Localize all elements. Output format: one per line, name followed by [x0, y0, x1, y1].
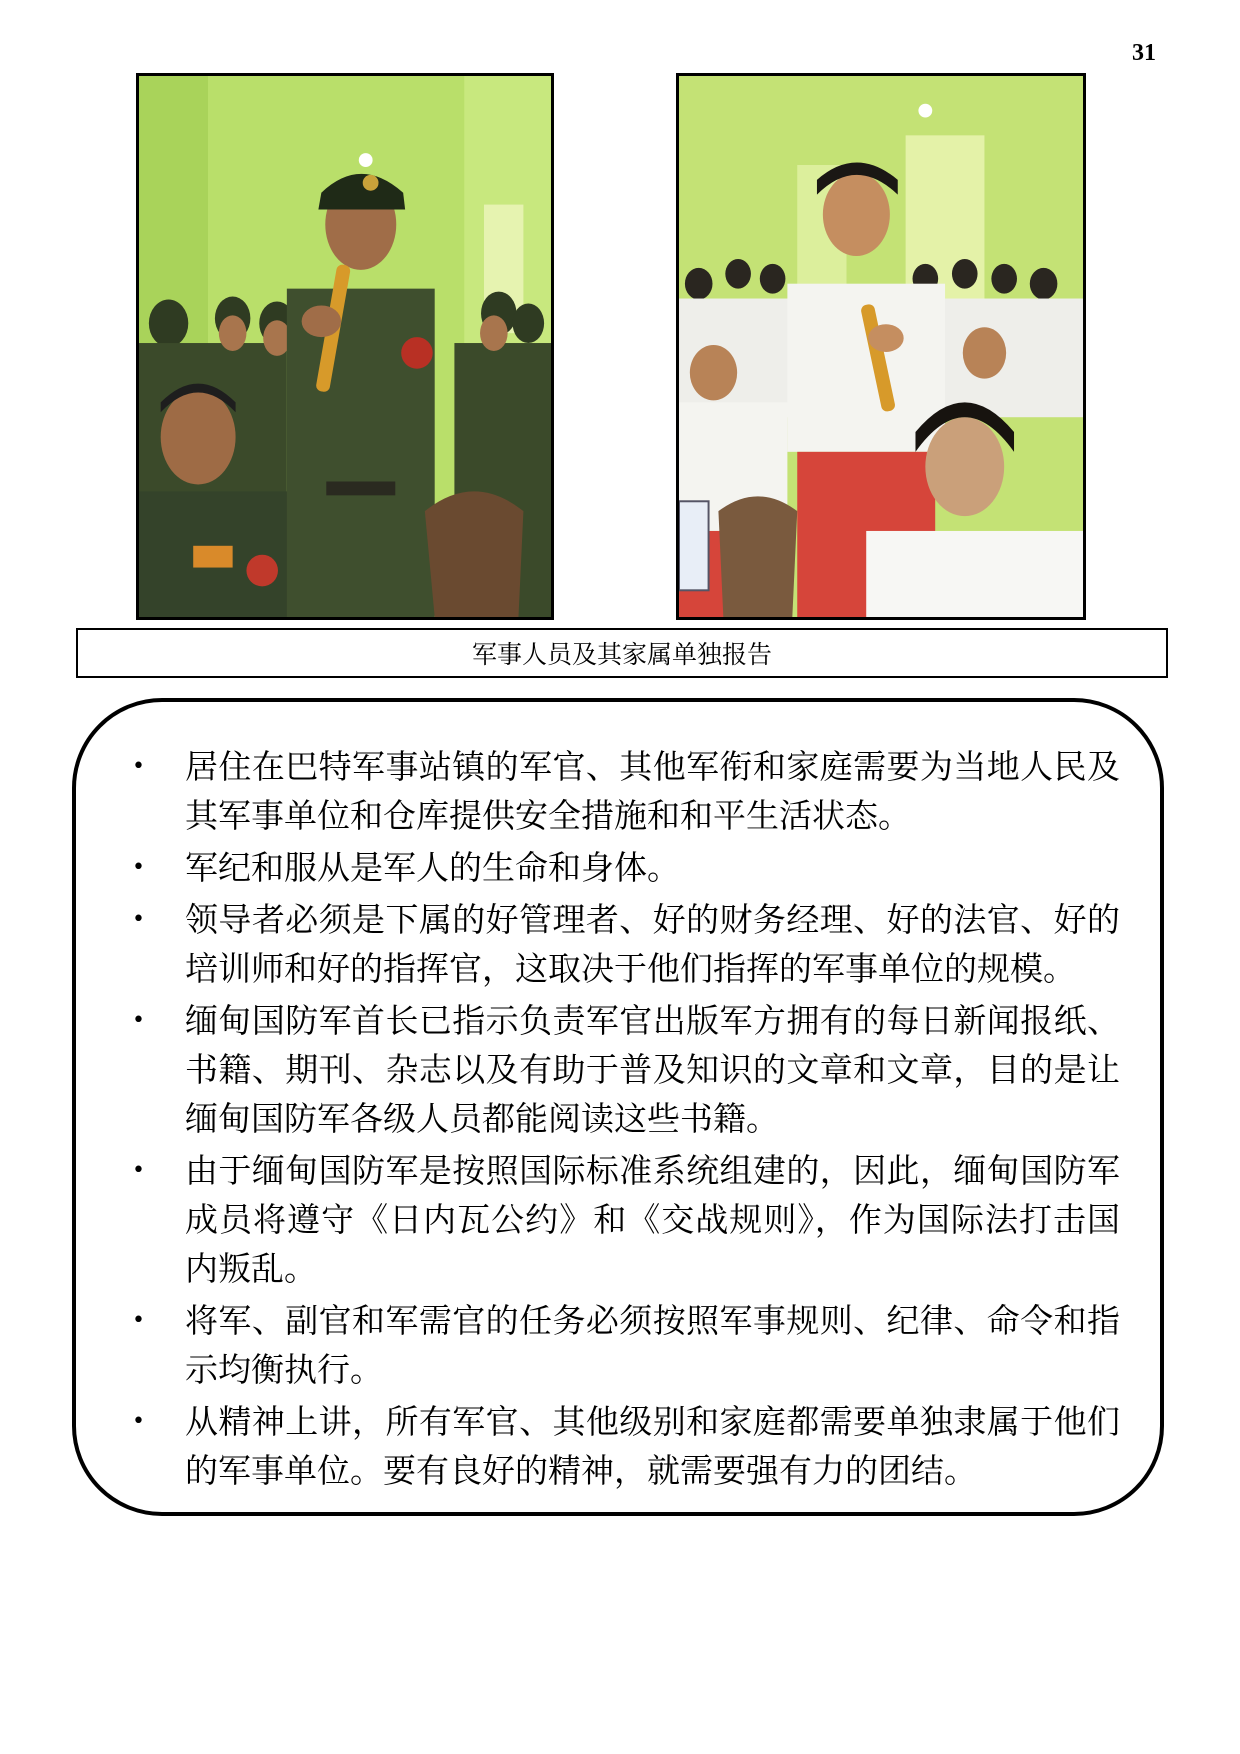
- bullet-text: 军纪和服从是军人的生命和身体。: [185, 848, 680, 887]
- bullet-item: [118, 1296, 1120, 1394]
- photo-caption: [76, 628, 1168, 678]
- bullet-list: [118, 742, 1120, 1495]
- bullet-item: [118, 742, 1120, 840]
- bullet-dot-icon: •: [132, 754, 145, 779]
- bullet-text: 由于缅甸国防军是按照国际标准系统组建的，因此，缅甸国防军成员将遵守《日内瓦公约》和《交战规则》，作为国际法打击国内叛乱。: [185, 1151, 1120, 1288]
- bullet-dot-icon: •: [132, 907, 145, 932]
- bullet-text: 领导者必须是下属的好管理者、好的财务经理、好的法官、好的培训师和好的指挥官，这取决于他们指挥的军事单位的规模。: [185, 900, 1120, 988]
- bullet-item: [118, 1397, 1120, 1495]
- page-number: 31: [1132, 40, 1156, 66]
- bullet-dot-icon: •: [132, 1308, 145, 1333]
- bullet-dot-icon: •: [132, 855, 145, 880]
- bullet-item: [118, 996, 1120, 1143]
- bullet-dot-icon: •: [132, 1158, 145, 1183]
- photo-soldier-speaking: [136, 73, 554, 620]
- bullet-text: 缅甸国防军首长已指示负责军官出版军方拥有的每日新闻报纸、书籍、期刊、杂志以及有助于普及知识的文章和文章，目的是让缅甸国防军各级人员都能阅读这些书籍。: [185, 1001, 1120, 1138]
- bullet-dot-icon: •: [132, 1409, 145, 1434]
- bullet-item: [118, 895, 1120, 993]
- photo-woman-speaking: [676, 73, 1086, 620]
- bullet-text: 从精神上讲，所有军官、其他级别和家庭都需要单独隶属于他们的军事单位。要有良好的精神，就需要强有力的团结。: [185, 1402, 1120, 1490]
- bullet-points-box: [72, 698, 1164, 1516]
- bullet-item: [118, 843, 1120, 892]
- bullet-item: [118, 1146, 1120, 1293]
- bullet-dot-icon: •: [132, 1008, 145, 1033]
- caption-text: 军事人员及其家属单独报告: [471, 640, 772, 669]
- bullet-text: 居住在巴特军事站镇的军官、其他军衔和家庭需要为当地人民及其军事单位和仓库提供安全措施和和平生活状态。: [185, 747, 1120, 835]
- bullet-text: 将军、副官和军需官的任务必须按照军事规则、纪律、命令和指示均衡执行。: [185, 1301, 1120, 1389]
